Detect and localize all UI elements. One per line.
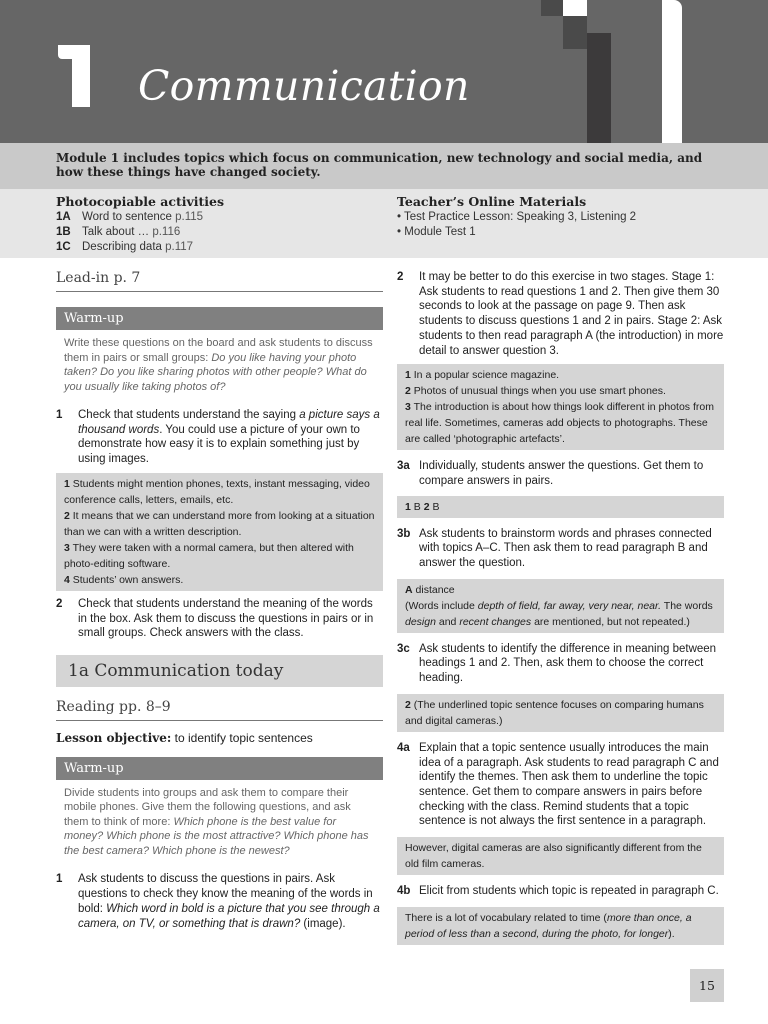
photocopiable-heading: Photocopiable activities bbox=[56, 194, 225, 209]
chapter-number bbox=[58, 45, 90, 107]
lesson-title: 1a Communication today bbox=[56, 655, 383, 687]
answer-box: 1 Students might mention phones, texts, instant messaging, video conference calls, letters, emails, etc. 2 It means that we can understand more from looking at a situation than we can with a written description. 3 They were taken with a normal camera, but then altered with photo-editing software. 4 Students’ own answers. bbox=[56, 473, 383, 591]
page-number: 15 bbox=[690, 969, 724, 1002]
photocopiable-activities bbox=[56, 194, 376, 255]
online-heading: Teacher’s Online Materials bbox=[397, 194, 587, 209]
module-intro: Module 1 includes topics which focus on communication, new technology and social media, and how these things have changed society. bbox=[0, 143, 768, 189]
warmup-label: Warm-up bbox=[56, 307, 383, 330]
warmup-text: Write these questions on the board and ask students to discuss them in pairs or small groups: Do you like having your photo taken? Do you like sharing photos with other people? What do you usually like taking photos of? bbox=[64, 337, 373, 393]
answer-box: However, digital cameras are also significantly different from the old film cameras. bbox=[397, 837, 724, 875]
online-item: • Test Practice Lesson: Speaking 3, Listening 2 bbox=[397, 211, 637, 223]
header-decoration bbox=[541, 0, 563, 16]
chapter-title: Communication bbox=[138, 62, 470, 110]
warmup-text: Divide students into groups and ask them to compare their mobile phones. Give them the following questions, and ask them to think of more: Which phone is the best value for money? Which phone is the most attractive? Which phone has the best camera? Which phone is the newest? bbox=[64, 786, 369, 857]
activities-band bbox=[0, 189, 768, 258]
answer-box: 1 B 2 B bbox=[397, 496, 724, 518]
exercise-item: 3a Individually, students answer the questions. Get them to compare answers in pairs. bbox=[397, 460, 704, 487]
header-decoration bbox=[587, 33, 611, 143]
chapter-header bbox=[0, 0, 768, 143]
exercise-item: 1 Ask students to discuss the questions in pairs. Ask questions to check they know the meaning of the words in bold: Which word in bold is a picture that you see through a camera, on TV, or something that is drawn? (image). bbox=[56, 873, 380, 930]
activity-row: 1B Talk about … p.116 bbox=[56, 226, 181, 238]
answer-box: 2 (The underlined topic sentence focuses on comparing humans and digital cameras.) bbox=[397, 694, 724, 732]
exercise-item: 3c Ask students to identify the difference in meaning between headings 1 and 2. Then, ask them to choose the correct heading. bbox=[397, 642, 717, 685]
reading-heading: Reading pp. 8–9 bbox=[56, 699, 383, 721]
lesson-objective: Lesson objective: to identify topic sentences bbox=[56, 730, 313, 745]
right-column bbox=[397, 270, 724, 945]
header-decoration bbox=[563, 0, 587, 16]
header-decoration bbox=[563, 16, 587, 49]
activity-row: 1A Word to sentence p.115 bbox=[56, 211, 204, 223]
answer-box: There is a lot of vocabulary related to time (more than once, a period of less than a second, during the photo, for longer). bbox=[397, 907, 724, 945]
exercise-item: 2 Check that students understand the meaning of the words in the box. Ask them to discuss the questions in pairs or in small groups. Check answers with the class. bbox=[56, 597, 374, 640]
warmup-label: Warm-up bbox=[56, 757, 383, 780]
answer-box: 1 In a popular science magazine. 2 Photos of unusual things when you use smart phones. 3 The introduction is about how things look different in photos from real life. Sometimes, cameras add objects to photographs. These are called ‘photographic artefacts’. bbox=[397, 364, 724, 450]
online-item: • Module Test 1 bbox=[397, 226, 476, 238]
online-materials bbox=[397, 194, 727, 240]
header-decoration bbox=[611, 0, 662, 143]
exercise-item: 1 Check that students understand the saying a picture says a thousand words. You could use a picture of your own to demonstrate how easy it is to explain something just by using images. bbox=[56, 409, 380, 466]
exercise-item: 2 It may be better to do this exercise in two stages. Stage 1: Ask students to read questions 1 and 2. Then give them 30 seconds to look at the passage on page 9. Then ask students to discuss questions 1 and 2 in pairs. Stage 2: Ask students to then read paragraph A (the introduction) in more detail to answer question 3. bbox=[397, 271, 724, 357]
leadin-heading: Lead-in p. 7 bbox=[56, 270, 383, 292]
answer-box: A distance (Words include depth of field, far away, very near, near. The words design and recent changes are mentioned, but not repeated.) bbox=[397, 579, 724, 633]
exercise-item: 4b Elicit from students which topic is repeated in paragraph C. bbox=[397, 885, 719, 898]
left-column bbox=[56, 262, 383, 931]
exercise-item: 4a Explain that a topic sentence usually introduces the main idea of a paragraph. Ask students to read paragraph C and identify the themes. Then ask them to underline the topic sentence. Get them to compare answers in pairs before checking with the class. Remind students that a topic sentence is not always the first sentence in a paragraph. bbox=[397, 741, 719, 828]
exercise-item: 3b Ask students to brainstorm words and phrases connected with topics A–C. Then ask them to read paragraph B and answer the question. bbox=[397, 527, 712, 570]
header-decoration bbox=[662, 0, 682, 143]
activity-row: 1C Describing data p.117 bbox=[56, 241, 194, 253]
